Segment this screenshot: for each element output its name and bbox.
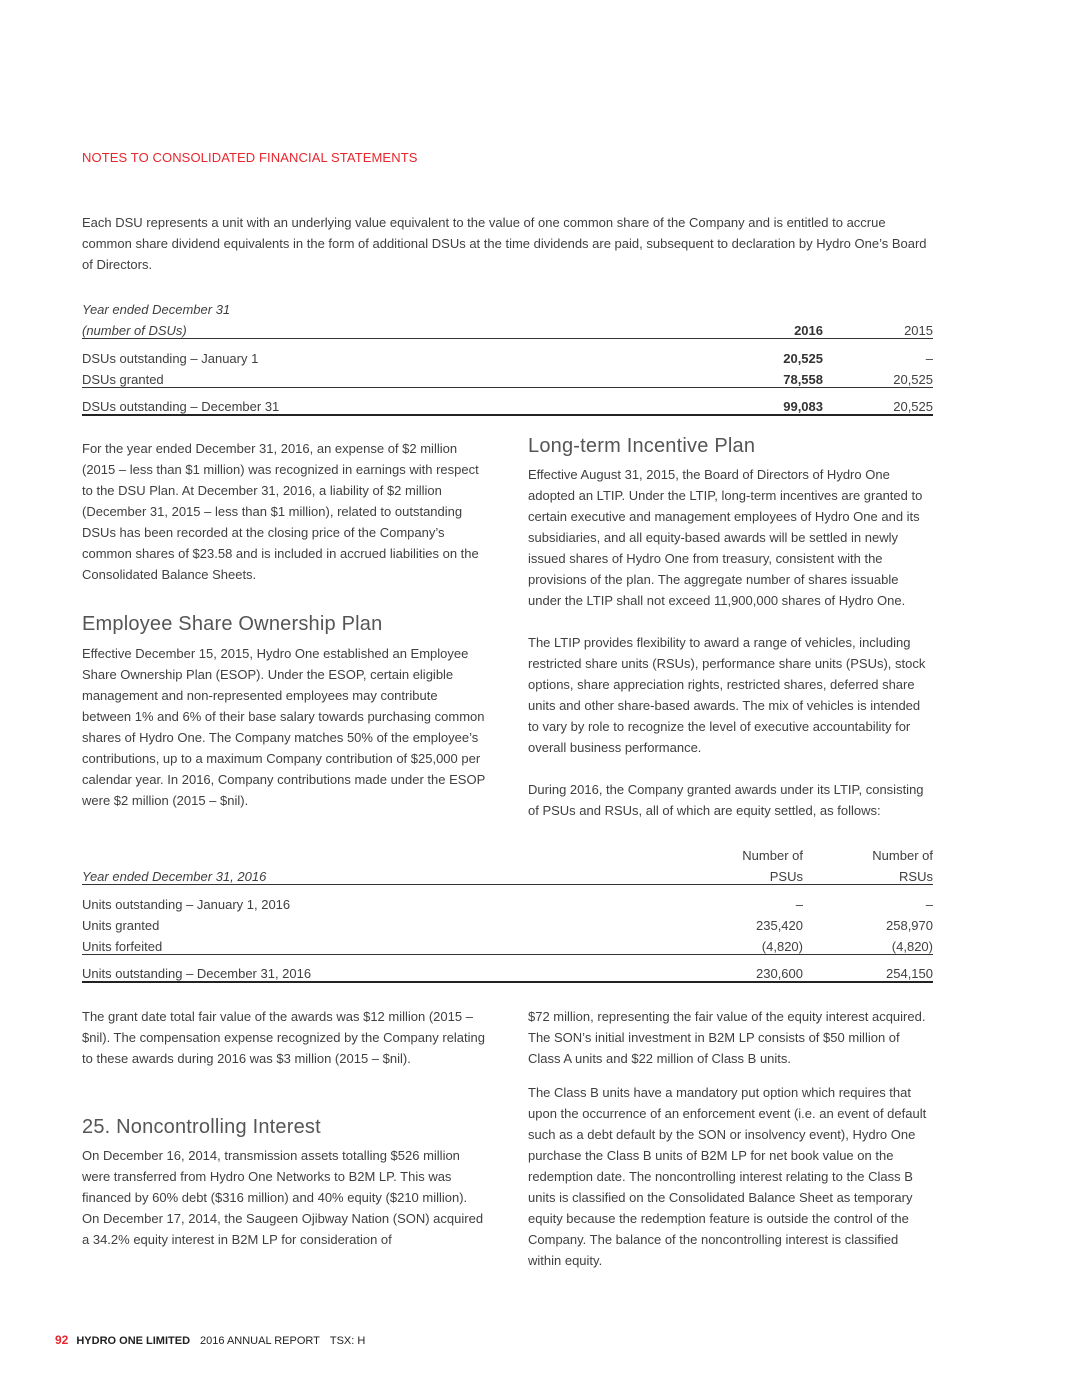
row-label: DSUs outstanding – January 1 bbox=[82, 351, 259, 366]
esop-paragraph: Effective December 15, 2015, Hydro One established an Employee Share Ownership Plan (ESOP). Under the ESOP, certain eligible management and non-represented employees may contribute between 1% and 6% of their base salary towards purchasing common shares of Hydro One. The Company matches 50% of the employee’s contributions, up to a maximum Company contribution of $25,000 per calendar year. In 2016, Company contributions made under the ESOP were $2 million (2015 – $nil). bbox=[82, 646, 486, 808]
dsu-table bbox=[82, 296, 933, 416]
table-row bbox=[82, 912, 933, 933]
report-name: 2016 ANNUAL REPORT bbox=[200, 1335, 320, 1347]
total-psu: 230,600 bbox=[632, 955, 803, 983]
row-label: Units forfeited bbox=[82, 933, 632, 955]
table-row bbox=[82, 366, 933, 388]
cell-psu: – bbox=[795, 897, 803, 912]
table-row bbox=[82, 339, 933, 367]
cell-rsu: (4,820) bbox=[803, 933, 933, 955]
column-header-2016: 2016 bbox=[602, 317, 823, 339]
cell-2016: 20,525 bbox=[783, 351, 823, 366]
table-caption: Year ended December 31, 2016 bbox=[82, 863, 632, 885]
table-caption-row bbox=[82, 296, 933, 317]
table-total-row bbox=[82, 955, 933, 983]
intro-paragraph: Each DSU represents a unit with an underlying value equivalent to the value of one common share of the Company and is entitled to accrue common share dividend equivalents in the form of additional DSUs at the time dividends are paid, subsequent to declaration by Hydro One’s Board of Directors. bbox=[82, 215, 927, 272]
table-total-row bbox=[82, 388, 933, 416]
cell-rsu: 258,970 bbox=[886, 918, 933, 933]
total-label: DSUs outstanding – December 31 bbox=[82, 388, 602, 416]
ticker: TSX: H bbox=[329, 1335, 366, 1347]
psu-header-line1: Number of bbox=[742, 848, 803, 863]
cell-2016: 78,558 bbox=[602, 366, 823, 388]
nci-paragraph: On December 16, 2014, transmission assets totalling $526 million were transferred from Hydro One Networks to B2M LP. This was financed by 60% debt ($316 million) and 40% equity ($210 million). On December 17, 2014, the Saugeen Ojibway Nation (SON) acquired a 34.2% equity interest in B2M LP for consideration of bbox=[82, 1148, 484, 1247]
cell-2015: – bbox=[925, 351, 933, 366]
row-label: DSUs granted bbox=[82, 366, 602, 388]
son-investment-paragraph: $72 million, representing the fair value of the equity interest acquired. The SON’s initial investment in B2M LP consists of $50 million of Class A units and $22 million of Class B units. bbox=[528, 1009, 926, 1066]
total-rsu: 254,150 bbox=[803, 955, 933, 983]
row-label: Units granted bbox=[82, 918, 160, 933]
table-header-row bbox=[82, 863, 933, 885]
cell-psu: (4,820) bbox=[632, 933, 803, 955]
ltip-paragraph-2: The LTIP provides flexibility to award a range of vehicles, including restricted share units (RSUs), performance share units (PSUs), stock options, share appreciation rights, restricted shares, deferred share units and other share-based awards. The mix of vehicles is intended to vary by role to recognize the level of executive accountability for overall business performance. bbox=[528, 635, 926, 755]
total-label: Units outstanding – December 31, 2016 bbox=[82, 955, 632, 983]
page-footer bbox=[55, 1333, 365, 1347]
column-header-2015: 2015 bbox=[823, 317, 933, 339]
cell-2015: 20,525 bbox=[823, 366, 933, 388]
section-header: NOTES TO CONSOLIDATED FINANCIAL STATEMENTS bbox=[82, 150, 418, 165]
esop-heading: Employee Share Ownership Plan bbox=[82, 613, 383, 635]
units-table bbox=[82, 842, 933, 983]
total-2016: 99,083 bbox=[602, 388, 823, 416]
ltip-paragraph-3: During 2016, the Company granted awards under its LTIP, consisting of PSUs and RSUs, all of which are equity settled, as follows: bbox=[528, 782, 924, 818]
cell-psu: 235,420 bbox=[756, 918, 803, 933]
table-subcaption: (number of DSUs) bbox=[82, 317, 602, 339]
rsu-header-line1: Number of bbox=[872, 848, 933, 863]
table-header-row bbox=[82, 842, 933, 863]
row-label: Units outstanding – January 1, 2016 bbox=[82, 897, 291, 912]
nci-heading: 25. Noncontrolling Interest bbox=[82, 1116, 321, 1138]
total-2015: 20,525 bbox=[823, 388, 933, 416]
ltip-paragraph-1: Effective August 31, 2015, the Board of Directors of Hydro One adopted an LTIP. Under the LTIP, long-term incentives are granted to certain executive and management employees of Hydro One and its subsidiaries, and all equity-based awards will be settled in newly issued shares of Hydro One from treasury, consistent with the provisions of the plan. The aggregate number of shares issuable under the LTIP shall not exceed 11,900,000 shares of Hydro One. bbox=[528, 467, 923, 608]
company-name: HYDRO ONE LIMITED bbox=[76, 1335, 191, 1347]
page-number: 92 bbox=[55, 1333, 69, 1347]
table-row bbox=[82, 885, 933, 913]
ltip-heading: Long-term Incentive Plan bbox=[528, 435, 756, 457]
fair-value-paragraph: The grant date total fair value of the awards was $12 million (2015 – $nil). The compensation expense recognized by the Company relating to these awards during 2016 was $3 million (2015 – $nil). bbox=[82, 1009, 485, 1066]
table-caption: Year ended December 31 bbox=[82, 302, 231, 317]
dsu-expense-paragraph: For the year ended December 31, 2016, an expense of $2 million (2015 – less than $1 million) was recognized in earnings with respect to the DSU Plan. At December 31, 2016, a liability of $2 million (December 31, 2015 – less than $1 million), related to outstanding DSUs has been recorded at the closing price of the Company’s common shares of $23.58 and is included in accrued liabilities on the Consolidated Balance Sheets. bbox=[82, 441, 479, 582]
cell-rsu: – bbox=[925, 897, 933, 912]
class-b-paragraph: The Class B units have a mandatory put option which requires that upon the occurrence of an enforcement event (i.e. an event of default such as a debt default by the SON or insolvency event), Hydro One purchase the Class B units of B2M LP for net book value on the redemption date. The noncontrolling interest relating to the Class B units is classified on the Consolidated Balance Sheet as temporary equity because the redemption feature is outside the control of the Company. The balance of the noncontrolling interest is classified within equity. bbox=[528, 1085, 927, 1268]
table-row bbox=[82, 933, 933, 955]
psu-header-line2: PSUs bbox=[632, 863, 803, 885]
rsu-header-line2: RSUs bbox=[803, 863, 933, 885]
table-header-row bbox=[82, 317, 933, 339]
